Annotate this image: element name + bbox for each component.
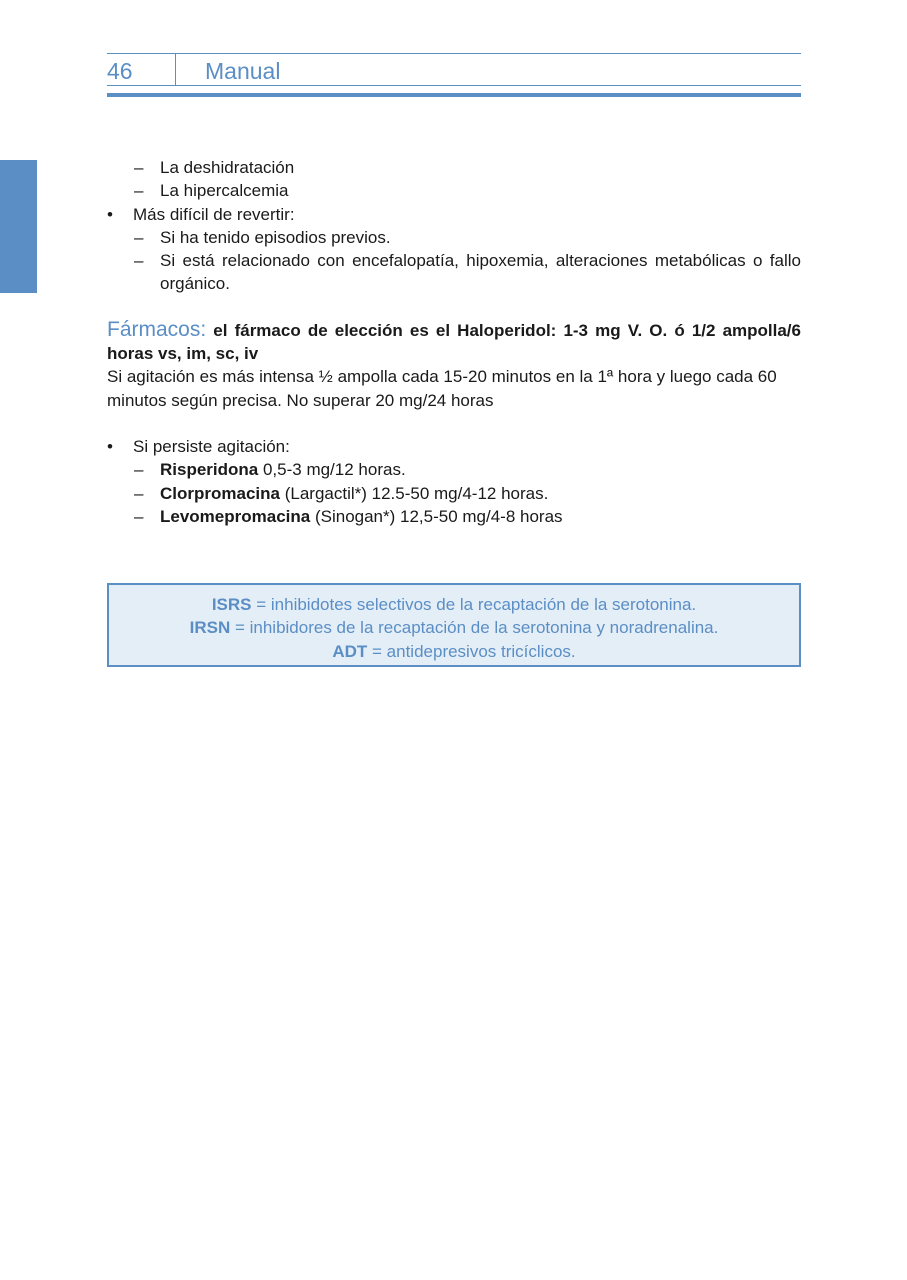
- farmacos-heading-text: el fármaco de elección es el Haloperidol: 1-3 mg V. O. ó 1/2 ampolla/6 horas vs, im, sc, iv: [107, 320, 801, 364]
- list-item-text: Si ha tenido episodios previos.: [160, 227, 391, 247]
- note-line: [109, 616, 799, 639]
- bullet-marker: •: [107, 436, 113, 456]
- chapter-side-tab: [0, 160, 37, 293]
- list-item: [107, 249, 801, 296]
- list-item: [107, 226, 801, 249]
- list-item-text: La deshidratación: [160, 158, 295, 177]
- dash-marker: –: [134, 506, 144, 526]
- drug-name: Levomepromacina: [160, 506, 311, 526]
- list-item-text: Más difícil de revertir:: [133, 204, 295, 224]
- list-item: [107, 203, 801, 226]
- note-text: = inhibidores de la recaptación de la serotonina y noradrenalina.: [230, 618, 719, 638]
- farmacos-heading: [107, 318, 801, 366]
- list-item-text: La hipercalcemia: [160, 181, 289, 201]
- running-title: Manual: [205, 58, 281, 84]
- dash-marker: –: [134, 158, 144, 177]
- drug-detail: (Largactil*) 12.5-50 mg/4-12 horas.: [279, 483, 549, 503]
- note-line: [109, 593, 799, 616]
- drug-item: [107, 458, 801, 481]
- note-abbr: IRSN: [189, 618, 231, 638]
- drug-detail: 0,5-3 mg/12 horas.: [258, 460, 406, 480]
- note-abbr: ADT: [332, 641, 368, 661]
- header-rule-thick: [107, 93, 801, 97]
- spacer: [107, 296, 801, 318]
- bullet-marker: •: [107, 204, 113, 224]
- dash-marker: –: [134, 251, 144, 271]
- note-text: = antidepresivos tricíclicos.: [367, 641, 576, 661]
- dash-marker: –: [134, 181, 144, 201]
- list-item: [107, 156, 801, 179]
- spacer: [107, 412, 801, 435]
- dash-marker: –: [134, 227, 144, 247]
- note-abbr: ISRS: [211, 595, 252, 614]
- header-separator: [175, 54, 176, 85]
- farmacos-label: Fármacos:: [107, 317, 207, 341]
- dash-marker: –: [134, 460, 144, 480]
- main-content: [107, 156, 801, 528]
- abbreviations-note-box: [107, 583, 801, 667]
- dash-marker: –: [134, 483, 144, 503]
- header-rule-top: [107, 53, 801, 54]
- drug-detail: (Sinogan*) 12,5-50 mg/4-8 horas: [310, 506, 563, 526]
- page-number: 46: [107, 58, 133, 84]
- note-text: = inhibidotes selectivos de la recaptación de la serotonina.: [251, 595, 697, 614]
- drug-item: [107, 505, 801, 528]
- list-item-text: Si está relacionado con encefalopatía, hipoxemia, alteraciones metabólicas o fallo orgánico.: [160, 251, 801, 294]
- note-line: [109, 640, 799, 663]
- drug-name: Risperidona: [160, 460, 259, 480]
- list-item: [107, 179, 801, 202]
- farmacos-paragraph: Si agitación es más intensa ½ ampolla cada 15-20 minutos en la 1ª hora y luego cada 60 minutos según precisa. No superar 20 mg/24 horas: [107, 367, 777, 410]
- list-item: [107, 435, 801, 458]
- list-item-text: Si persiste agitación:: [133, 436, 290, 456]
- drug-item: [107, 482, 801, 505]
- drug-name: Clorpromacina: [160, 483, 280, 503]
